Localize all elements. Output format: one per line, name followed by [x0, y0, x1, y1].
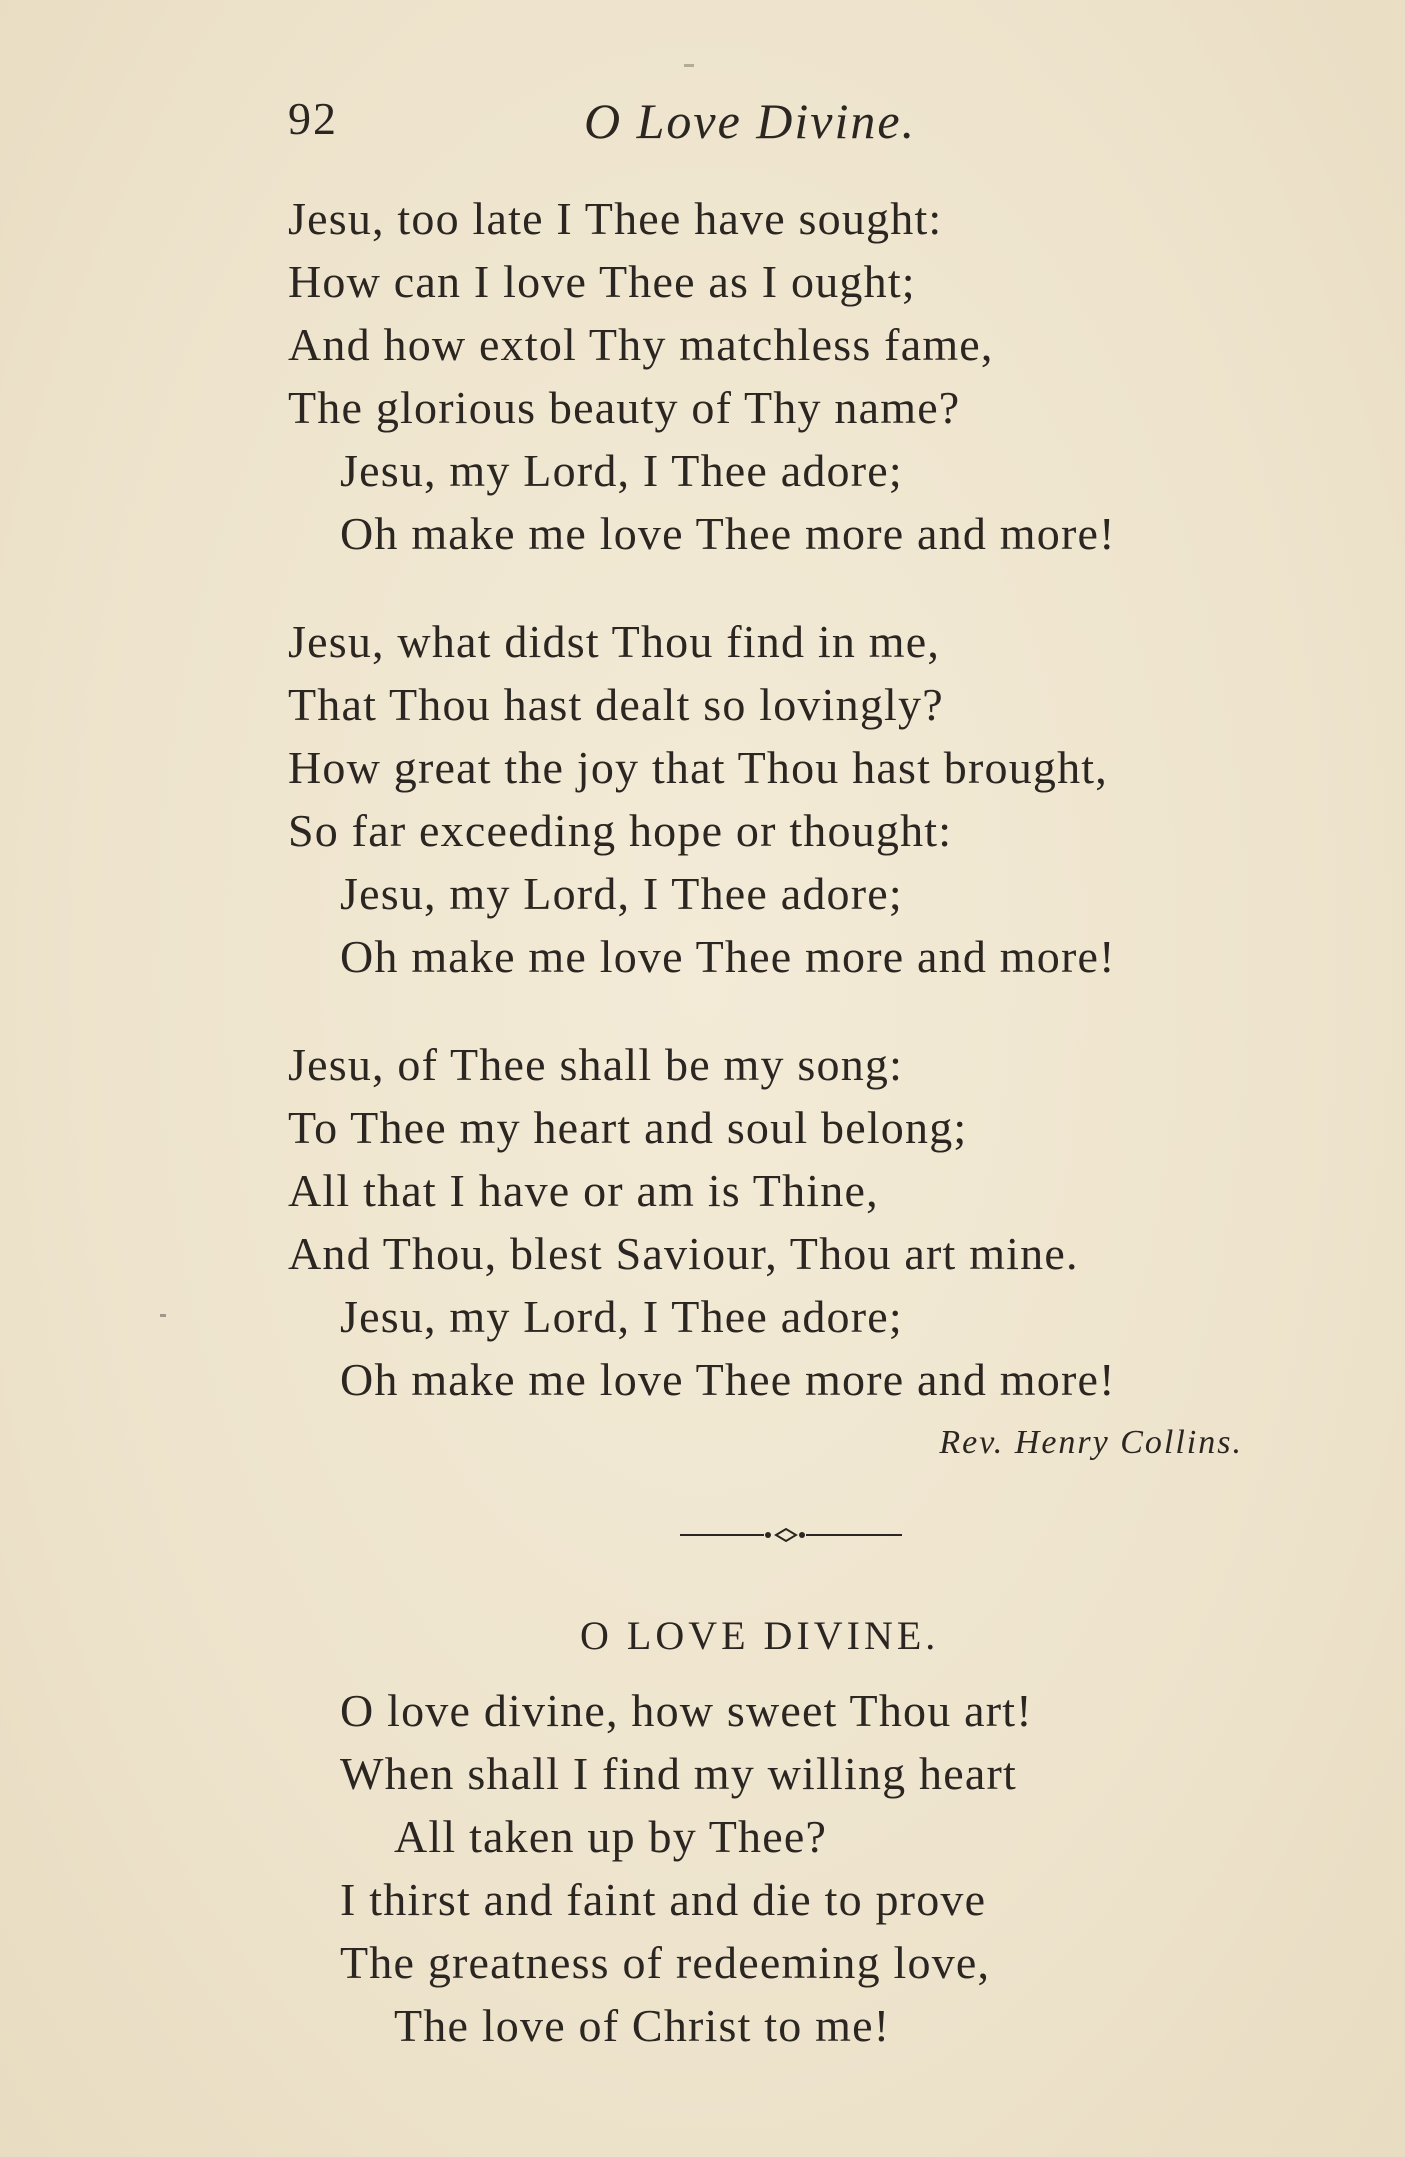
poem1-stanza1-line4: The glorious beauty of Thy name?: [288, 382, 961, 433]
poem1-stanza3-line4: And Thou, blest Saviour, Thou art mine.: [288, 1228, 1079, 1279]
poem1-stanza2-refrain1: Jesu, my Lord, I Thee adore;: [340, 868, 903, 919]
poem1-stanza2-line1: Jesu, what didst Thou find in me,: [288, 616, 941, 667]
poem1-stanza2-refrain2: Oh make me love Thee more and more!: [340, 931, 1116, 982]
poem2-stanza1-line3: All taken up by Thee?: [394, 1811, 828, 1862]
poem1-stanza1-refrain2: Oh make me love Thee more and more!: [340, 508, 1116, 559]
poem2-stanza1-line6: The love of Christ to me!: [394, 2000, 891, 2051]
poem1-stanza3-refrain1: Jesu, my Lord, I Thee adore;: [340, 1291, 903, 1342]
poem1-stanza2-line3: How great the joy that Thou hast brought,: [288, 742, 1108, 793]
section-divider-ornament: [680, 1520, 902, 1550]
poem1-stanza2-line4: So far exceeding hope or thought:: [288, 805, 953, 856]
print-mark: [684, 64, 694, 67]
poem1-stanza1-line1: Jesu, too late I Thee have sought:: [288, 193, 943, 244]
poem2-stanza1-line5: The greatness of redeeming love,: [340, 1937, 991, 1988]
running-head: [288, 92, 1008, 162]
poem1-stanza3-line1: Jesu, of Thee shall be my song:: [288, 1039, 904, 1090]
poem1-stanza3-refrain2: Oh make me love Thee more and more!: [340, 1354, 1116, 1405]
page-number: 92: [288, 93, 338, 144]
poem1-stanza3-line3: All that I have or am is Thine,: [288, 1165, 879, 1216]
running-title: O Love Divine.: [584, 93, 917, 149]
poem1-stanza1-refrain1: Jesu, my Lord, I Thee adore;: [340, 445, 903, 496]
poem1-stanza3-line2: To Thee my heart and soul belong;: [288, 1102, 968, 1153]
poem2-stanza1-line1: O love divine, how sweet Thou art!: [340, 1685, 1033, 1736]
poem1-stanza1-line2: How can I love Thee as I ought;: [288, 256, 916, 307]
poem2-stanza1-line2: When shall I find my willing heart: [340, 1748, 1017, 1799]
poem1-stanza1-line3: And how extol Thy matchless fame,: [288, 319, 994, 370]
margin-mark: [160, 1314, 166, 1317]
author-attribution: Rev. Henry Collins.: [939, 1424, 1243, 1461]
poem2-title: O LOVE DIVINE.: [580, 1613, 940, 1658]
poem1-stanza2-line2: That Thou hast dealt so lovingly?: [288, 679, 944, 730]
poem2-stanza1-line4: I thirst and faint and die to prove: [340, 1874, 987, 1925]
